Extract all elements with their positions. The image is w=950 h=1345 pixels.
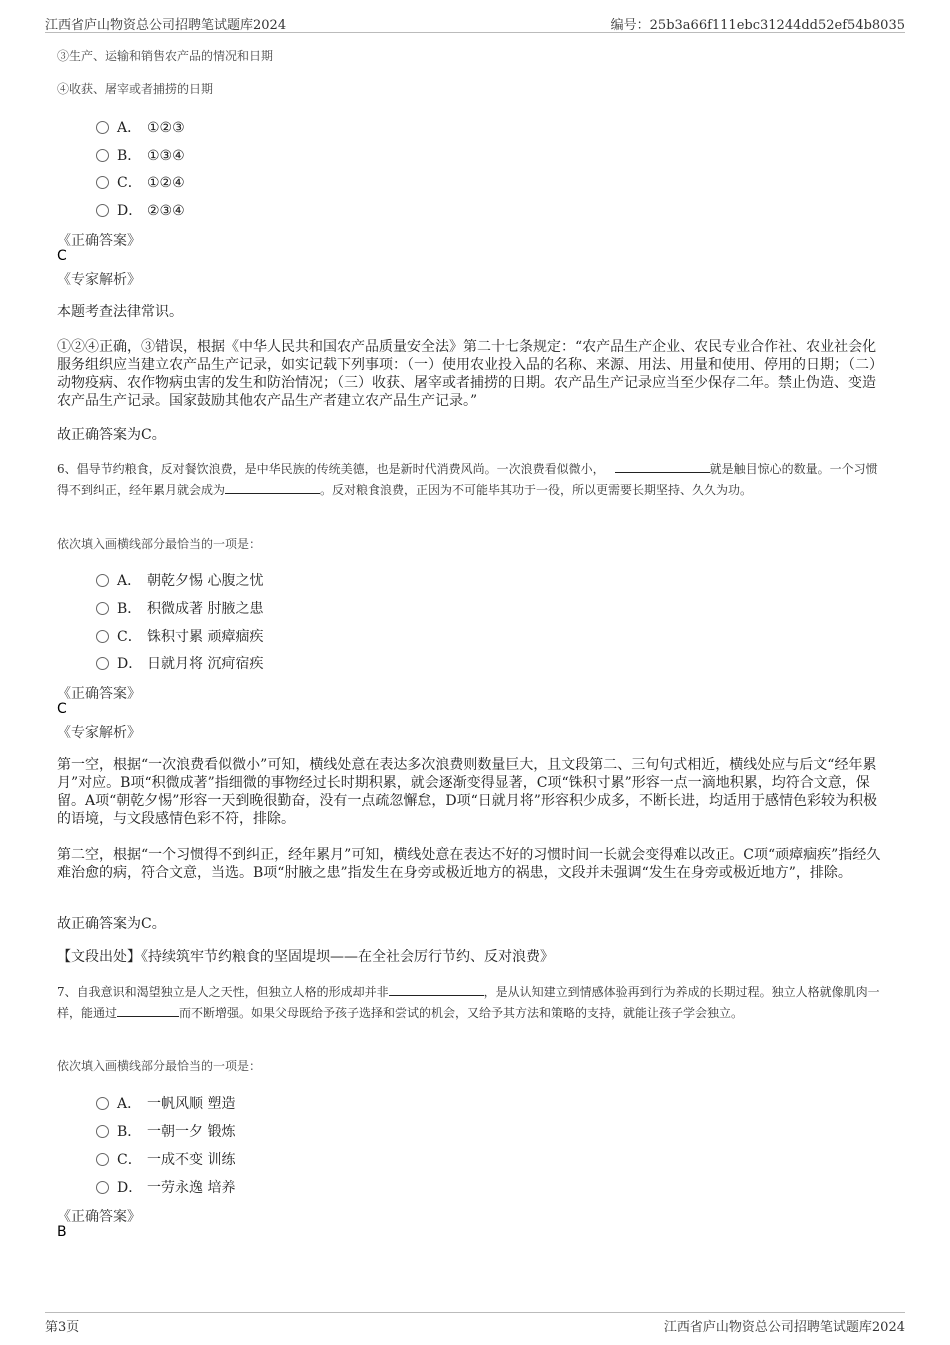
q7-answer: B — [57, 1224, 67, 1240]
radio-icon[interactable] — [96, 574, 109, 587]
q7-answer-label: 《正确答案》 — [57, 1209, 141, 1225]
q5-analysis-p3: 故正确答案为C。 — [57, 427, 166, 443]
page-header — [45, 8, 905, 33]
q6-prompt: 依次填入画横线部分最恰当的一项是： — [57, 537, 262, 551]
q6-blank-2 — [225, 481, 320, 494]
radio-icon[interactable] — [96, 1153, 109, 1166]
q7-option-b[interactable]: B． 一朝一夕 锻炼 — [96, 1121, 235, 1141]
q5-option-b[interactable]: B． ①③④ — [96, 145, 185, 165]
q6-answer-label: 《正确答案》 — [57, 686, 141, 702]
q6-analysis-p2: 第二空，根据“一个习惯得不到纠正，经年累月”可知，横线处意在表达不好的习惯时间一长就会变得难以改正。C项“顽瘴痼疾”指经久难治愈的病，符合文意，当选。B项“肘腋之患”指发生在身旁或极近地方的祸患，文段并未强调“发生在身旁或极近地方”，排除。 — [57, 847, 881, 881]
radio-icon[interactable] — [96, 176, 109, 189]
radio-icon[interactable] — [96, 1125, 109, 1138]
radio-icon[interactable] — [96, 149, 109, 162]
radio-icon[interactable] — [96, 1097, 109, 1110]
q7-option-a[interactable]: A． 一帆风顺 塑造 — [96, 1093, 235, 1113]
q7-blank-1 — [389, 983, 484, 996]
q6-analysis-p1: 第一空，根据“一次浪费看似微小”可知，横线处意在表达多次浪费则数量巨大，且文段第二、三句句式相近，横线处应与后文“经年累月”对应。B项“积微成著”指细微的事物经过长时期积累，就会逐渐变得显著，C项“铢积寸累”形容一点一滴地积累，均符合文意，保留。A项“朝乾夕惕”形容一天到晚很勤奋，没有一点疏忽懈怠，D项“日就月将”形容积少成多，不断长进，均适用于感情色彩较为积极的语境，与文段感情色彩不符，排除。 — [57, 757, 877, 827]
q5-option-a[interactable]: A． ①②③ — [96, 117, 185, 137]
radio-icon[interactable] — [96, 657, 109, 670]
q6-analysis-label: 《专家解析》 — [57, 725, 141, 741]
q5-answer-label: 《正确答案》 — [57, 233, 141, 249]
q6-answer: C — [57, 701, 67, 717]
q6-stem: 6、倡导节约粮食，反对餐饮浪费，是中华民族的传统美德，也是新时代消费风尚。一次浪费看似微小， 就是触目惊心的数量。一个习惯得不到纠正，经年累月就会成为 。反对粮食浪费，正因为不可能毕其功于一役，所以更需要长期坚持、久久为功。 — [57, 462, 878, 497]
q6-analysis-p3: 故正确答案为C。 — [57, 916, 166, 932]
q7-stem: 7、自我意识和渴望独立是人之天性，但独立人格的形成却并非 ，是从认知建立到情感体验再到行为养成的长期过程。独立人格就像肌肉一样，能通过 而不断增强。如果父母既给予孩子选择和尝试的机会，又给予其方法和策略的支持，就能让孩子学会独立。 — [57, 985, 880, 1020]
q5-answer: C — [57, 248, 67, 264]
q5-analysis-p2: ①②④正确，③错误，根据《中华人民共和国农产品质量安全法》第二十七条规定：“农产品生产企业、农民专业合作社、农业社会化服务组织应当建立农产品生产记录，如实记载下列事项：（一）使用农业投入品的名称、来源、用法、用量和使用、停用的日期；（二）动物疫病、农作物病虫害的发生和防治情况；（三）收获、屠宰或者捕捞的日期。农产品生产记录应当至少保存二年。禁止伪造、变造农产品生产记录。国家鼓励其他农产品生产者建立农产品生产记录。” — [57, 339, 883, 409]
page-number: 第3页 — [45, 1320, 80, 1335]
radio-icon[interactable] — [96, 602, 109, 615]
q6-option-a[interactable]: A． 朝乾夕惕 心腹之忧 — [96, 570, 263, 590]
footer-title: 江西省庐山物资总公司招聘笔试题库2024 — [663, 1320, 905, 1335]
q5-item-4: ④收获、屠宰或者捕捞的日期 — [57, 82, 214, 96]
q6-source: 【文段出处】《持续筑牢节约粮食的坚固堤坝——在全社会厉行节约、反对浪费》 — [57, 949, 554, 965]
q6-option-d[interactable]: D． 日就月将 沉疴宿疾 — [96, 653, 263, 673]
q5-option-d[interactable]: D． ②③④ — [96, 200, 185, 220]
q5-option-c[interactable]: C． ①②④ — [96, 172, 185, 192]
radio-icon[interactable] — [96, 121, 109, 134]
page-footer — [45, 1312, 905, 1337]
radio-icon[interactable] — [96, 204, 109, 217]
q6-blank-1 — [615, 460, 710, 473]
q7-blank-2 — [117, 1004, 179, 1017]
q6-option-c[interactable]: C． 铢积寸累 顽瘴痼疾 — [96, 626, 263, 646]
radio-icon[interactable] — [96, 1181, 109, 1194]
header-title: 江西省庐山物资总公司招聘笔试题库2024 — [45, 18, 287, 33]
q5-analysis-label: 《专家解析》 — [57, 272, 141, 288]
q7-option-c[interactable]: C． 一成不变 训练 — [96, 1149, 235, 1169]
q5-item-3: ③生产、运输和销售农产品的情况和日期 — [57, 49, 274, 63]
q7-prompt: 依次填入画横线部分最恰当的一项是： — [57, 1059, 262, 1073]
q5-analysis-p1: 本题考查法律常识。 — [57, 304, 183, 320]
header-code: 编号：25b3a66f111ebc31244dd52ef54b8035 — [610, 18, 905, 33]
q7-option-d[interactable]: D． 一劳永逸 培养 — [96, 1177, 235, 1197]
radio-icon[interactable] — [96, 630, 109, 643]
q6-option-b[interactable]: B． 积微成著 肘腋之患 — [96, 598, 263, 618]
